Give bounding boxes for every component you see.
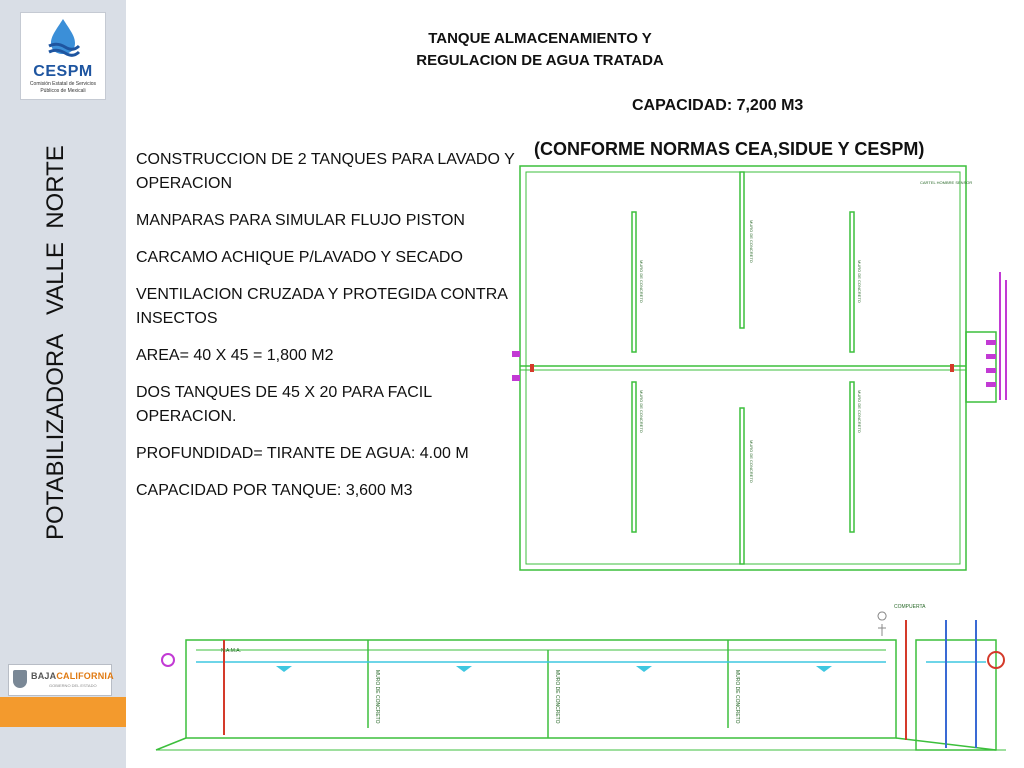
cespm-logo [20, 12, 106, 100]
logo-subtitle-1: Comisión Estatal de Servicios [29, 81, 97, 87]
baffle-wall [740, 172, 744, 328]
water-level-icon [816, 666, 832, 672]
baffle-wall [632, 382, 636, 532]
wall-label: MURO DE CONCRETO [749, 440, 754, 483]
capacity-heading: CAPACIDAD: 7,200 M3 [632, 97, 804, 114]
plan-outer-wall [520, 166, 966, 570]
tank-plan-view [510, 160, 1020, 580]
logo-text: CESPM [33, 63, 93, 80]
water-level-icon [456, 666, 472, 672]
wall-label: MURO DE CONCRETO [857, 390, 862, 433]
valve-icon [986, 354, 996, 359]
state-logo-subtitle: GOBIERNO DEL ESTADO [49, 683, 97, 688]
valve-icon [512, 351, 520, 357]
feature-item: MANPARAS PARA SIMULAR FLUJO PISTON [136, 212, 465, 229]
shield-icon [13, 670, 27, 688]
sidebar [0, 0, 126, 768]
feature-item: VENTILACION CRUZADA Y PROTEGIDA CONTRA INSECTOS [136, 286, 508, 327]
wall-label: MURO DE CONCRETO [749, 220, 754, 263]
wall-label: MURO DE CONCRETO [554, 670, 560, 724]
valve-icon [512, 375, 520, 381]
wall-label: MURO DE CONCRETO [374, 670, 380, 724]
wall-label: MURO DE CONCRETO [857, 260, 862, 303]
wall-label: MURO DE CONCRETO [639, 260, 644, 303]
valve-icons [512, 340, 996, 387]
norms-heading: (CONFORME NORMAS CEA,SIDUE Y CESPM) [534, 139, 925, 159]
valve-icon [986, 368, 996, 373]
section-tank-outline [186, 640, 896, 738]
feature-item: CONSTRUCCION DE 2 TANQUES PARA LAVADO Y OPERACION [136, 151, 515, 192]
state-logo [8, 664, 112, 696]
pump-chamber [916, 640, 996, 750]
feature-item: AREA= 40 X 45 = 1,800 M2 [136, 347, 334, 364]
baffle-wall [850, 212, 854, 352]
feature-item: CARCAMO ACHIQUE P/LAVADO Y SECADO [136, 249, 463, 266]
level-label: N.A.M.A. [221, 648, 242, 654]
water-level-icon [636, 666, 652, 672]
wall-label: MURO DE CONCRETO [734, 670, 740, 724]
valve-wheel-icon [162, 654, 174, 666]
logo-subtitle-2: Públicos de Mexicali [40, 88, 86, 94]
valve-icon [950, 364, 954, 372]
feature-list [136, 148, 520, 516]
baffle-wall [850, 382, 854, 532]
wall-label: MURO DE CONCRETO [639, 390, 644, 433]
plan-inner-wall [526, 172, 960, 564]
person-scale-icon [878, 612, 886, 636]
slide-title [360, 28, 720, 72]
feature-item: PROFUNDIDAD= TIRANTE DE AGUA: 4.00 M [136, 445, 469, 462]
title-line-2: REGULACION DE AGUA TRATADA [416, 52, 664, 69]
side-title: POTABILIZADORA VALLE NORTE [42, 145, 69, 540]
water-drop-icon [43, 16, 83, 62]
baffle-wall [740, 408, 744, 564]
plan-note: CARTEL HOMBRE SENSOR [920, 180, 973, 185]
section-label: COMPUERTA [894, 604, 926, 610]
state-logo-text: BAJACALIFORNIA [31, 671, 114, 681]
title-line-1: TANQUE ALMACENAMIENTO Y [428, 30, 652, 47]
tank-section-view [136, 600, 1024, 768]
feature-item: CAPACIDAD POR TANQUE: 3,600 M3 [136, 482, 413, 499]
ground-line [156, 738, 186, 750]
baffle-wall [632, 212, 636, 352]
valve-icon [530, 364, 534, 372]
feature-item: DOS TANQUES DE 45 X 20 PARA FACIL OPERACION. [136, 384, 432, 425]
orange-accent-bar [0, 697, 126, 727]
water-level-icon [276, 666, 292, 672]
valve-icon [986, 340, 996, 345]
valve-icon [986, 382, 996, 387]
